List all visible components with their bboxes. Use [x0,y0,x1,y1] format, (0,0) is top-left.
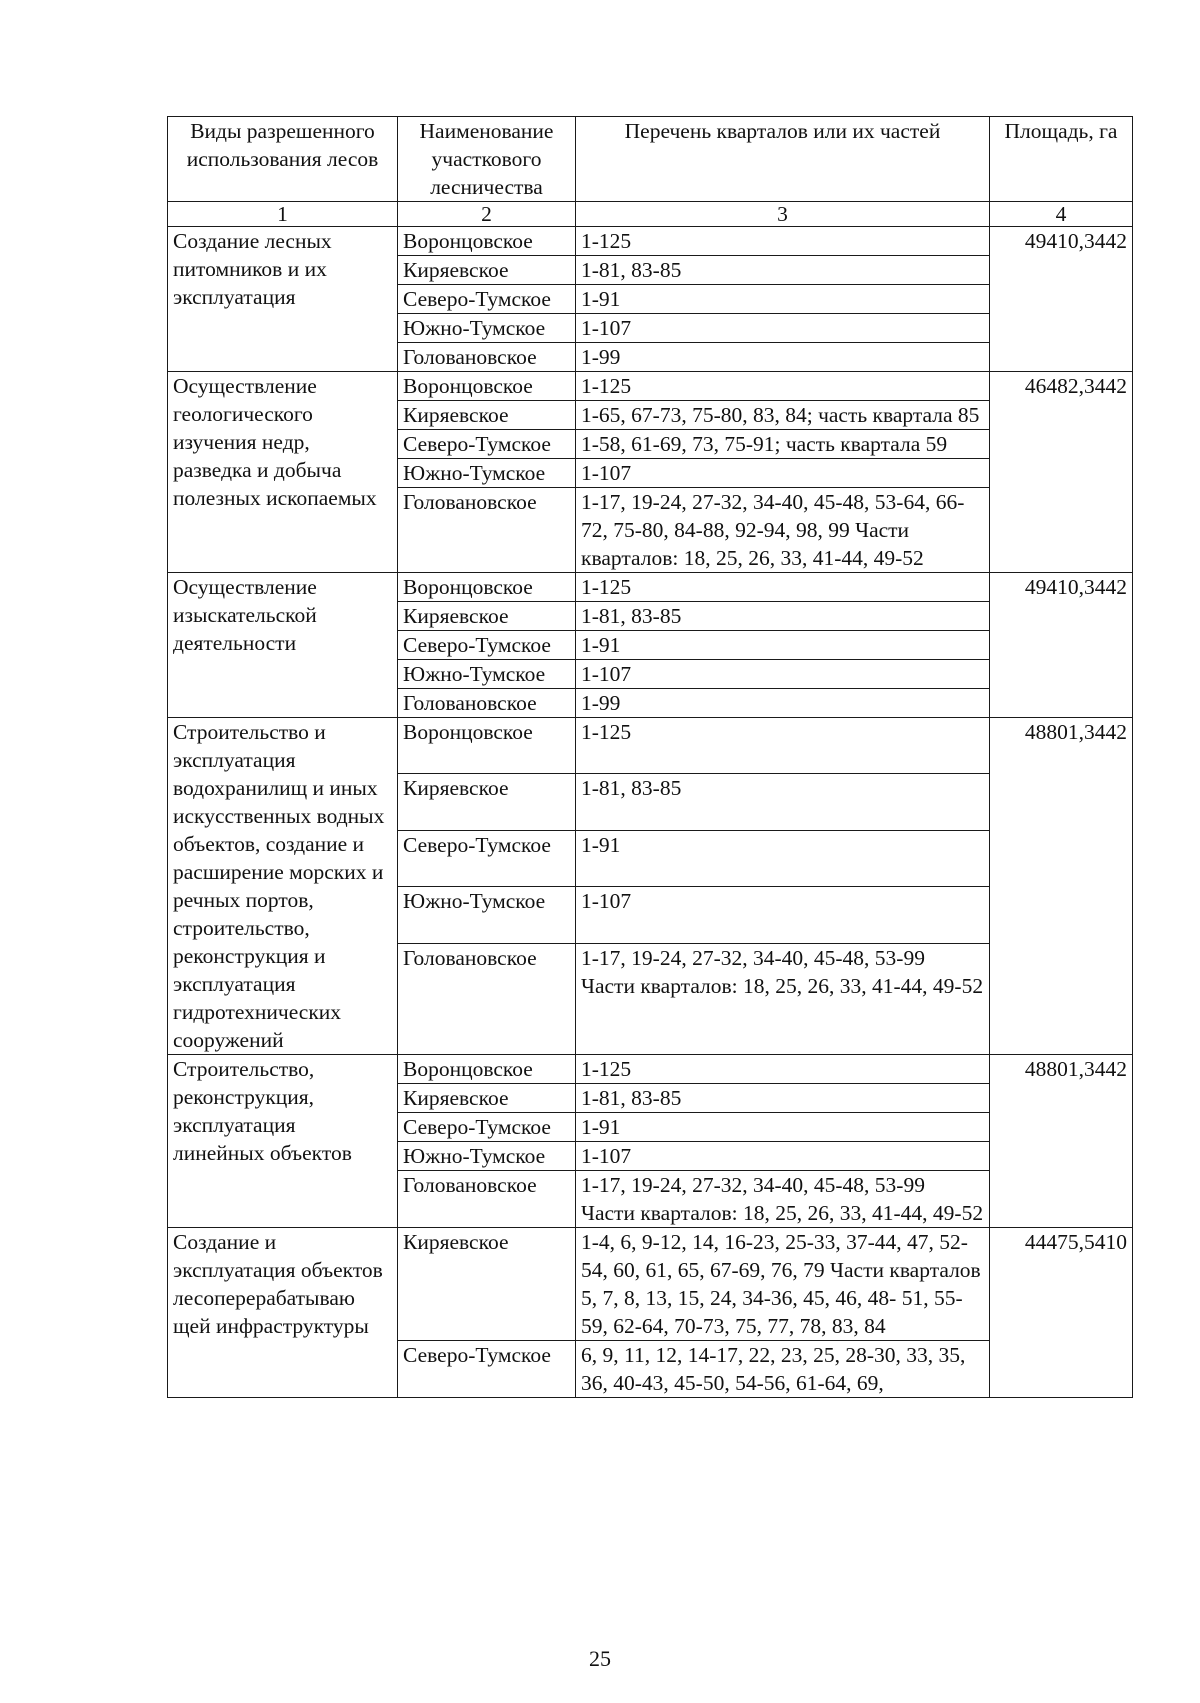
column-number: 3 [576,202,990,227]
quarters-cell: 1-81, 83-85 [576,256,990,285]
area-cell: 48801,3442 [990,1055,1133,1228]
quarters-cell: 1-99 [576,689,990,718]
forestry-cell: Северо-Тумское [398,285,576,314]
forestry-cell: Киряевское [398,774,576,830]
quarters-cell: 1-91 [576,631,990,660]
area-cell: 46482,3442 [990,372,1133,573]
forestry-cell: Воронцовское [398,1055,576,1084]
forestry-cell: Воронцовское [398,227,576,256]
column-number: 2 [398,202,576,227]
quarters-cell: 1-125 [576,227,990,256]
forestry-cell: Северо-Тумское [398,830,576,886]
quarters-cell: 1-125 [576,718,990,774]
quarters-cell: 1-91 [576,1113,990,1142]
forestry-cell: Воронцовское [398,372,576,401]
forestry-cell: Северо-Тумское [398,1341,576,1398]
quarters-cell: 1-17, 19-24, 27-32, 34-40, 45-48, 53-99 Части кварталов: 18, 25, 26, 33, 41-44, 49-52 [576,1171,990,1228]
quarters-cell: 1-125 [576,1055,990,1084]
forestry-cell: Северо-Тумское [398,430,576,459]
header-area: Площадь, га [990,117,1133,202]
forestry-cell: Головановское [398,689,576,718]
table-row [168,1228,1133,1341]
forestry-cell: Южно-Тумское [398,459,576,488]
area-cell: 48801,3442 [990,718,1133,1055]
forestry-cell: Головановское [398,343,576,372]
area-cell: 49410,3442 [990,573,1133,718]
forestry-cell: Воронцовское [398,718,576,774]
quarters-cell: 1-81, 83-85 [576,774,990,830]
use-type-cell: Создание лесных питомников и их эксплуатация [168,227,398,372]
quarters-cell: 1-107 [576,459,990,488]
use-type-cell: Строительство, реконструкция, эксплуатация линейных объектов [168,1055,398,1228]
table-row [168,718,1133,774]
forestry-cell: Северо-Тумское [398,1113,576,1142]
forestry-cell: Воронцовское [398,573,576,602]
quarters-cell: 1-107 [576,1142,990,1171]
page-number: 25 [589,1646,611,1671]
quarters-cell: 1-17, 19-24, 27-32, 34-40, 45-48, 53-99 Части кварталов: 18, 25, 26, 33, 41-44, 49-52 [576,943,990,1054]
quarters-cell: 1-17, 19-24, 27-32, 34-40, 45-48, 53-64, 66-72, 75-80, 84-88, 92-94, 98, 99 Части кварталов: 18, 25, 26, 33, 41-44, 49-52 [576,488,990,573]
quarters-cell: 1-107 [576,887,990,943]
quarters-cell: 1-81, 83-85 [576,602,990,631]
forestry-cell: Киряевское [398,1084,576,1113]
forestry-cell: Головановское [398,488,576,573]
column-number: 1 [168,202,398,227]
use-type-cell: Осуществление геологического изучения недр, разведка и добыча полезных ископаемых [168,372,398,573]
column-number-row [168,202,1133,227]
table-body [168,227,1133,1398]
table-row [168,573,1133,602]
forestry-cell: Головановское [398,1171,576,1228]
forestry-cell: Киряевское [398,1228,576,1341]
forestry-cell: Южно-Тумское [398,887,576,943]
forestry-cell: Южно-Тумское [398,660,576,689]
forestry-cell: Головановское [398,943,576,1054]
area-cell: 49410,3442 [990,227,1133,372]
use-type-cell: Создание и эксплуатация объектов лесоперерабатываю щей инфраструктуры [168,1228,398,1398]
header-use-type: Виды разрешенного использования лесов [168,117,398,202]
quarters-cell: 1-125 [576,573,990,602]
forestry-cell: Киряевское [398,256,576,285]
header-forestry: Наименование участкового лесничества [398,117,576,202]
quarters-cell: 1-81, 83-85 [576,1084,990,1113]
quarters-cell: 1-58, 61-69, 73, 75-91; часть квартала 59 [576,430,990,459]
forestry-cell: Южно-Тумское [398,1142,576,1171]
quarters-cell: 1-107 [576,314,990,343]
area-cell: 44475,5410 [990,1228,1133,1398]
column-number: 4 [990,202,1133,227]
use-type-cell: Осуществление изыскательской деятельности [168,573,398,718]
quarters-cell: 1-65, 67-73, 75-80, 83, 84; часть квартала 85 [576,401,990,430]
use-type-cell: Строительство и эксплуатация водохранилищ и иных искусственных водных объектов, создание и расширение морских и речных портов, строительство, реконструкция и эксплуатация гидротехнических сооружений [168,718,398,1055]
table-row [168,372,1133,401]
quarters-cell: 1-91 [576,285,990,314]
quarters-cell: 1-99 [576,343,990,372]
forestry-cell: Киряевское [398,602,576,631]
forestry-cell: Северо-Тумское [398,631,576,660]
table-row [168,1055,1133,1084]
quarters-cell: 6, 9, 11, 12, 14-17, 22, 23, 25, 28-30, 33, 35, 36, 40-43, 45-50, 54-56, 61-64, 69, [576,1341,990,1398]
forestry-cell: Киряевское [398,401,576,430]
quarters-cell: 1-91 [576,830,990,886]
forestry-cell: Южно-Тумское [398,314,576,343]
quarters-cell: 1-4, 6, 9-12, 14, 16-23, 25-33, 37-44, 47, 52-54, 60, 61, 65, 67-69, 76, 79 Части кварталов 5, 7, 8, 13, 15, 24, 34-36, 45, 46, 48- 51, 55-59, 62-64, 70-73, 75, 77, 78, 83, 84 [576,1228,990,1341]
quarters-cell: 1-107 [576,660,990,689]
table-row [168,227,1133,256]
quarters-cell: 1-125 [576,372,990,401]
forest-use-table [167,116,1133,1398]
header-row [168,117,1133,202]
header-quarters: Перечень кварталов или их частей [576,117,990,202]
